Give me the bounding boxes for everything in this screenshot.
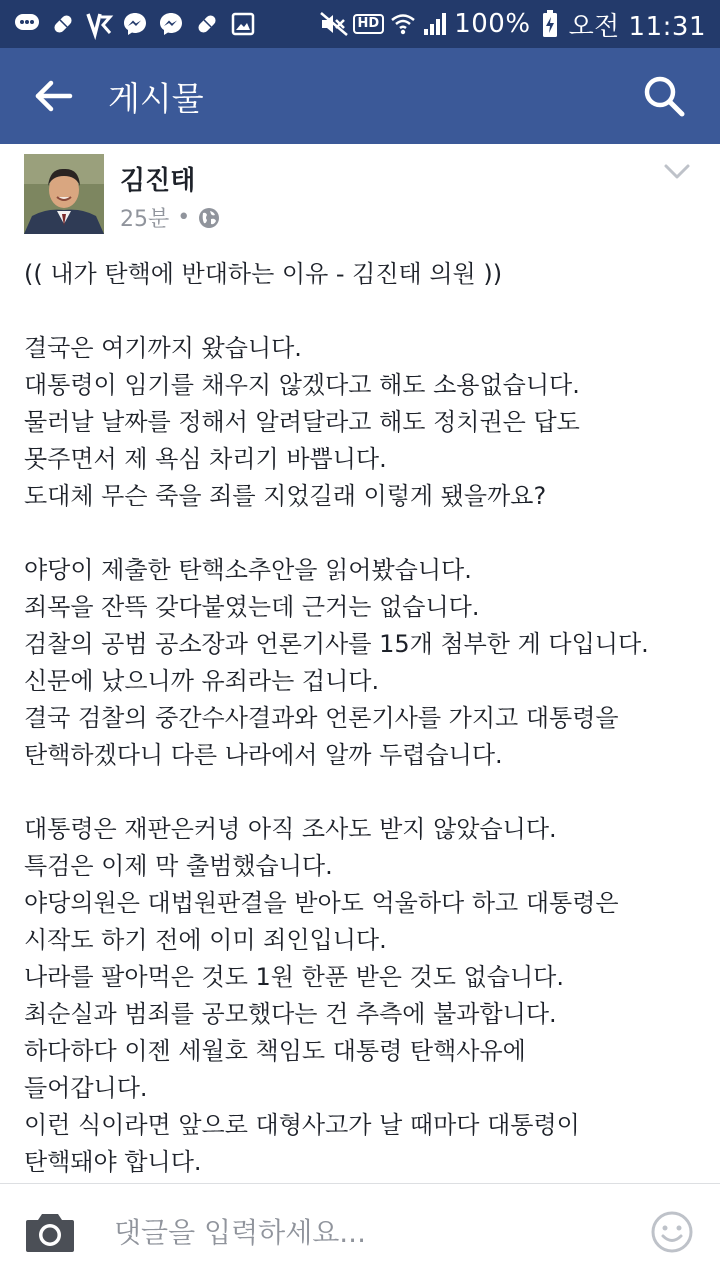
camera-button[interactable]	[22, 1204, 78, 1260]
chat-bubble-icon	[14, 11, 40, 37]
post-text-line: 나라를 팔아먹은 것도 1원 한푼 받은 것도 없습니다.	[24, 963, 564, 991]
post-text-line: 검찰의 공범 공소장과 언론기사를 15개 첨부한 게 다입니다.	[24, 630, 649, 658]
post-text-line: 시작도 하기 전에 이미 죄인입니다.	[24, 926, 387, 954]
post-text-line: 결국은 여기까지 왔습니다.	[24, 334, 302, 362]
status-bar	[0, 0, 720, 48]
v3-app-icon	[86, 11, 112, 37]
image-icon	[230, 11, 256, 37]
post-text-line: 하다하다 이젠 세월호 책임도 대통령 탄핵사유에	[24, 1037, 526, 1065]
app-bar	[0, 48, 720, 144]
post-header	[0, 144, 720, 240]
back-button[interactable]	[26, 68, 82, 124]
post-body	[24, 256, 704, 1183]
system-status	[321, 6, 706, 43]
smiley-icon	[650, 1210, 694, 1254]
comment-bar	[0, 1184, 720, 1280]
clock: 오전 11:31	[568, 11, 706, 42]
post-time[interactable]: 25분	[120, 207, 170, 232]
battery-charging-icon	[537, 11, 563, 37]
wifi-icon	[390, 11, 416, 37]
post-text-line: 신문에 났으니까 유죄라는 겁니다.	[24, 667, 380, 695]
post-text-line: 결국 검찰의 중간수사결과와 언론기사를 가지고 대통령을	[24, 704, 619, 732]
post-menu-button[interactable]	[662, 156, 692, 186]
paragraph-gap	[24, 515, 704, 552]
post-text-line: 도대체 무슨 죽을 죄를 지었길래 이렇게 됐을까요?	[24, 482, 547, 510]
page-title: 게시물	[108, 78, 204, 118]
chevron-down-icon	[662, 156, 692, 186]
mute-icon	[321, 11, 347, 37]
post-text-line: 특검은 이제 막 출범했습니다.	[24, 852, 333, 880]
camera-icon	[24, 1210, 76, 1254]
post-text-line: (( 내가 탄핵에 반대하는 이유 - 김진태 의원 ))	[24, 260, 503, 288]
post-text-line: 야당이 제출한 탄핵소추안을 읽어봤습니다.	[24, 556, 472, 584]
post-text-line: 못주면서 제 욕심 차리기 바쁩니다.	[24, 445, 387, 473]
hd-badge: HD	[353, 14, 385, 34]
arrow-left-icon	[34, 80, 74, 112]
post-text-line: 탄핵하겠다니 다른 나라에서 알까 두렵습니다.	[24, 741, 503, 769]
post-text-line: 죄목을 잔뜩 갖다붙였는데 근거는 없습니다.	[24, 593, 480, 621]
search-button[interactable]	[634, 66, 694, 126]
post-text-line: 최순실과 범죄를 공모했다는 건 추측에 불과합니다.	[24, 1000, 557, 1028]
post-text-line: 들어갑니다.	[24, 1074, 148, 1102]
globe-icon	[198, 207, 220, 229]
author-name[interactable]: 김진태	[120, 166, 196, 196]
notification-icons	[14, 11, 256, 37]
meta-separator: •	[177, 205, 191, 230]
pill-icon	[50, 11, 76, 37]
post-meta	[120, 202, 220, 233]
post-text-line: 야당의원은 대법원판결을 받아도 억울하다 하고 대통령은	[24, 889, 619, 917]
search-icon	[642, 74, 686, 118]
paragraph-gap	[24, 774, 704, 811]
messenger-icon	[122, 11, 148, 37]
avatar[interactable]	[24, 154, 104, 234]
post-text-line: 탄핵돼야 합니다.	[24, 1148, 202, 1176]
paragraph-gap	[24, 293, 704, 330]
emoji-button[interactable]	[650, 1210, 694, 1254]
post-text-line: 대통령이 임기를 채우지 않겠다고 해도 소용없습니다.	[24, 371, 580, 399]
post-text-line: 물러날 날짜를 정해서 알려달라고 해도 정치권은 답도	[24, 408, 580, 436]
post-text-line: 대통령은 재판은커녕 아직 조사도 받지 않았습니다.	[24, 815, 557, 843]
pill-icon	[194, 11, 220, 37]
messenger-icon	[158, 11, 184, 37]
signal-icon	[422, 11, 448, 37]
post-text-line: 이런 식이라면 앞으로 대형사고가 날 때마다 대통령이	[24, 1111, 580, 1139]
battery-percent: 100%	[454, 9, 531, 39]
comment-input[interactable]	[112, 1215, 616, 1250]
